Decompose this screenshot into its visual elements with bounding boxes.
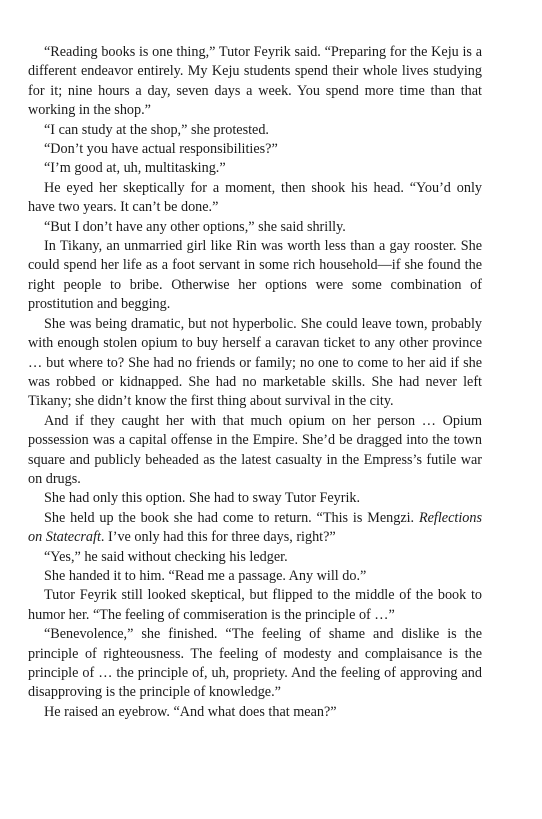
paragraph-6: “But I don’t have any other options,” she said shrilly. [44,218,346,235]
paragraph-11 [28,509,482,548]
paragraph-7: In Tikany, an unmarried girl like Rin was worth less than a gay rooster. She could spend her life as a foot servant in some rich household—if she found the right people to bribe. Otherwise her options were some combination of prostitution and begging. [28,238,482,313]
book-page [28,43,482,722]
paragraph-2: “I can study at the shop,” she protested. [44,121,269,138]
paragraph-11-tail: . I’ve only had this for three days, right?” [100,529,336,546]
book-title-italic: Reflections on Statecraft [28,509,482,546]
paragraph-15: “Benevolence,” she finished. “The feeling of shame and dislike is the principle of righteousness. The feeling of modesty and complaisance is the principle of … the principle of, uh, propriety. And the feeling of approving and disapproving is the principle of knowledge.” [28,626,482,701]
paragraph-5: He eyed her skeptically for a moment, then shook his head. “You’d only have two years. It can’t be done.” [28,179,482,216]
paragraph-11-lead: She held up the book she had come to return. “This is Mengzi. [44,509,419,526]
paragraph-10: She had only this option. She had to sway Tutor Feyrik. [44,490,361,507]
paragraph-14: Tutor Feyrik still looked skeptical, but flipped to the middle of the book to humor her. “The feeling of commiseration is the principle of …” [28,587,482,623]
paragraph-16: He raised an eyebrow. “And what does that mean?” [44,703,337,720]
paragraph-9: And if they caught her with that much opium on her person … Opium possession was a capital offense in the Empire. She’d be dragged into the town square and publicly beheaded as the latest casualty in the Empress’s futile war on drugs. [28,412,482,487]
paragraph-12: “Yes,” he said without checking his ledger. [44,548,288,565]
paragraph-13: She handed it to him. “Read me a passage. Any will do.” [44,567,367,584]
paragraph-4: “I’m good at, uh, multitasking.” [44,160,226,177]
paragraph-8: She was being dramatic, but not hyperbolic. She could leave town, probably with enough stolen opium to buy herself a caravan ticket to any other province … but where to? She had no friends or family; no one to come to her aid if she was robbed or kidnapped. She had no marketable skills. She had never left Tikany; she didn’t know the first thing about survival in the city. [28,315,482,410]
paragraph-1: “Reading books is one thing,” Tutor Feyrik said. “Preparing for the Keju is a different endeavor entirely. My Keju students spend their whole lives studying for it; nine hours a day, seven days a week. You spend more time than that working in the shop.” [28,44,482,119]
paragraph-3: “Don’t you have actual responsibilities?” [44,141,278,158]
